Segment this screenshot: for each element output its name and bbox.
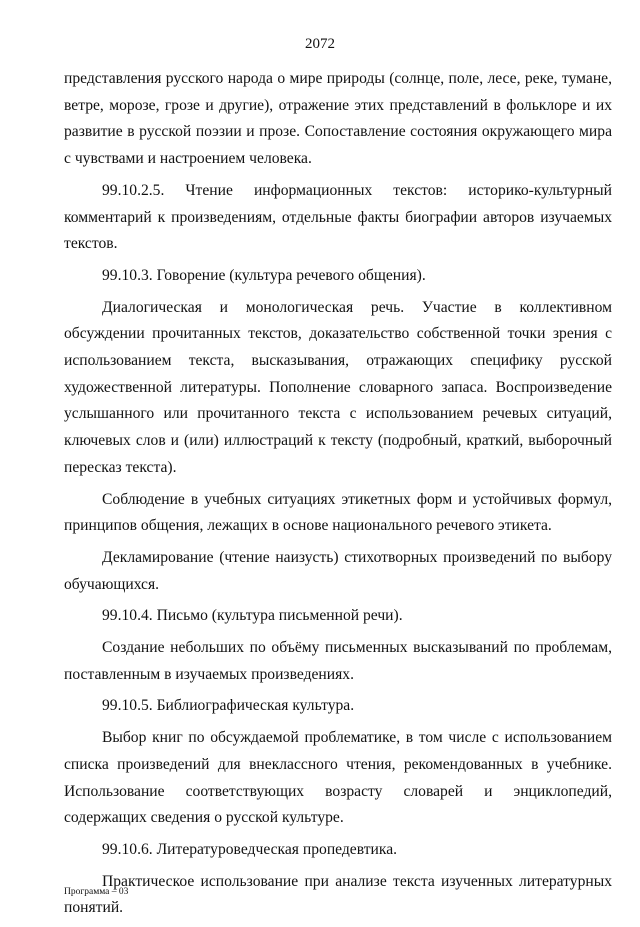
page-number: 2072: [305, 36, 335, 52]
paragraph-declamation: Декламирование (чтение наизусть) стихотворных произведений по выбору обучающихся.: [64, 548, 612, 593]
paragraph-practical-use: Практическое использование при анализе текста изученных литературных понятий.: [64, 872, 612, 917]
section-heading-writing: 99.10.4. Письмо (культура письменной речи).: [102, 607, 403, 625]
footer-note: Программа – 03: [64, 887, 129, 897]
section-heading-bibliographic: 99.10.5. Библиографическая культура.: [102, 697, 355, 715]
paragraph-etiquette: Соблюдение в учебных ситуациях этикетных форм и устойчивых формул, принципов общения, лежащих в основе национального речевого этикета.: [64, 490, 612, 535]
paragraph-dialogic-speech: Диалогическая и монологическая речь. Участие в коллективном обсуждении прочитанных текстов, доказательство собственной точки зрения с использованием текста, высказывания, отражающих специфику русской художественной литературы. Пополнение словарного запаса. Воспроизведение услышанного или прочитанного текста с использованием речевых ситуаций, ключевых слов и (или) иллюстраций к тексту (подробный, краткий, выборочный пересказ текста).: [64, 298, 612, 476]
paragraph-reading-informational: 99.10.2.5. Чтение информационных текстов: историко-культурный комментарий к произведениям, отдельные факты биографии авторов изучаемых текстов.: [64, 181, 612, 253]
paragraph-continuation: представления русского народа о мире природы (солнце, поле, лесе, реке, тумане, ветре, морозе, грозе и другие), отражение этих представлений в фольклоре и их развитие в русской поэзии и прозе. Сопоставление состояния окружающего мира с чувствами и настроением человека.: [64, 70, 612, 168]
body-text: [64, 66, 612, 927]
paragraph-writing: Создание небольших по объёму письменных высказываний по проблемам, поставленным в изучаемых произведениях.: [64, 639, 612, 683]
section-heading-propaedeutics: 99.10.6. Литературоведческая пропедевтика.: [102, 840, 398, 858]
paragraph-book-choice: Выбор книг по обсуждаемой проблематике, в том числе с использованием списка произведений для внеклассного чтения, рекомендованных в учебнике. Использование соответствующих возрасту словарей и энциклопедий, содержащих сведения о русской культуре.: [64, 729, 612, 827]
section-heading-speaking: 99.10.3. Говорение (культура речевого общения).: [102, 266, 426, 284]
